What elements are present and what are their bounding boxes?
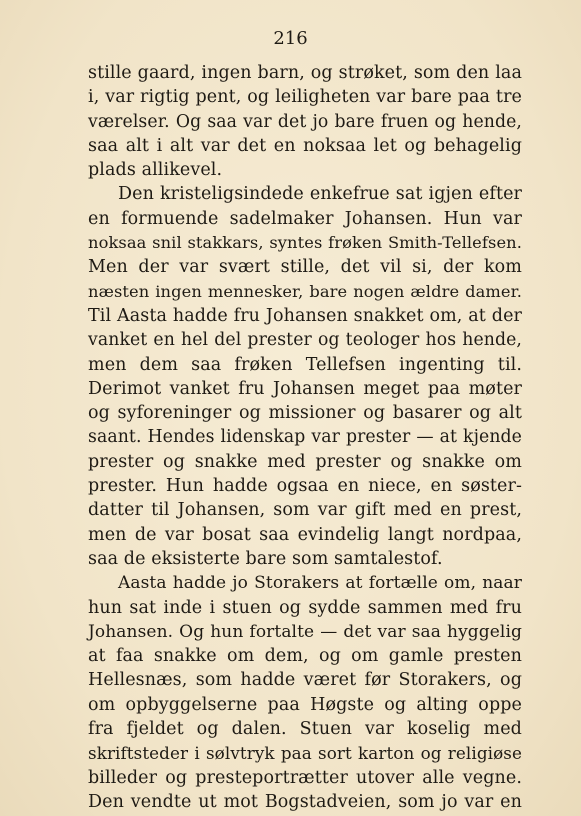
text-line: fra fjeldet og dalen. Stuen var koselig med (88, 719, 522, 740)
text-line: prester. Hun hadde ogsaa en niece, en søster- (88, 476, 522, 497)
text-line: hun sat inde i stuen og sydde sammen med fru (88, 597, 522, 618)
text-line: Den kristeligsindede enkefrue sat igjen efter (118, 184, 522, 205)
text-line: prester og snakke med prester og snakke om (88, 451, 522, 472)
text-line: billeder og presteportrætter utover alle vegne. (88, 767, 522, 788)
text-line: men dem saa frøken Tellefsen ingenting til. (88, 354, 522, 375)
text-line: datter til Johansen, som var gift med en prest, (88, 500, 522, 521)
text-line: værelser. Og saa var det jo bare fruen og hende, (88, 111, 522, 132)
page-number: 216 (273, 28, 308, 49)
text-line: Aasta hadde jo Storakers at fortælle om, naar (118, 573, 522, 594)
body-text (88, 61, 522, 814)
text-line: Johansen. Og hun fortalte — det var saa hyggelig (88, 621, 522, 642)
text-line: stille gaard, ingen barn, og strøket, som den laa (88, 63, 522, 83)
text-line: plads allikevel. (88, 160, 223, 181)
text-line: Hellesnæs, som hadde været før Storakers, og (88, 670, 522, 691)
text-line: Derimot vanket fru Johansen meget paa møter (88, 378, 522, 399)
text-line: om opbyggelserne paa Høgste og alting oppe (88, 694, 522, 715)
text-line: og syforeninger og missioner og basarer og alt (88, 403, 522, 424)
text-line: vanket en hel del prester og teologer hos hende, (88, 330, 522, 351)
text-line: saa alt i alt var det en noksaa let og behagelig (88, 135, 522, 156)
text-line: Til Aasta hadde fru Johansen snakket om, at der (88, 305, 522, 326)
text-line: at faa snakke om dem, og om gamle presten (88, 646, 522, 667)
text-line: en formuende sadelmaker Johansen. Hun var (88, 208, 522, 229)
text-line: næsten ingen mennesker, bare nogen ældre damer. (88, 281, 522, 301)
text-line: noksaa snil stakkars, syntes frøken Smith-Tellefsen. (88, 233, 522, 253)
text-line: skriftsteder i sølvtryk paa sort karton og religiøse (88, 743, 522, 764)
text-line: i, var rigtig pent, og leiligheten var bare paa tre (88, 87, 522, 108)
text-line: saant. Hendes lidenskap var prester — at kjende (88, 427, 522, 448)
text-line: Den vendte ut mot Bogstadveien, som jo var en (88, 791, 522, 812)
text-line: saa de eksisterte bare som samtalestof. (88, 548, 443, 569)
text-line: men de var bosat saa evindelig langt nordpaa, (88, 524, 522, 545)
text-line: Men der var svært stille, det vil si, der kom (88, 257, 522, 278)
